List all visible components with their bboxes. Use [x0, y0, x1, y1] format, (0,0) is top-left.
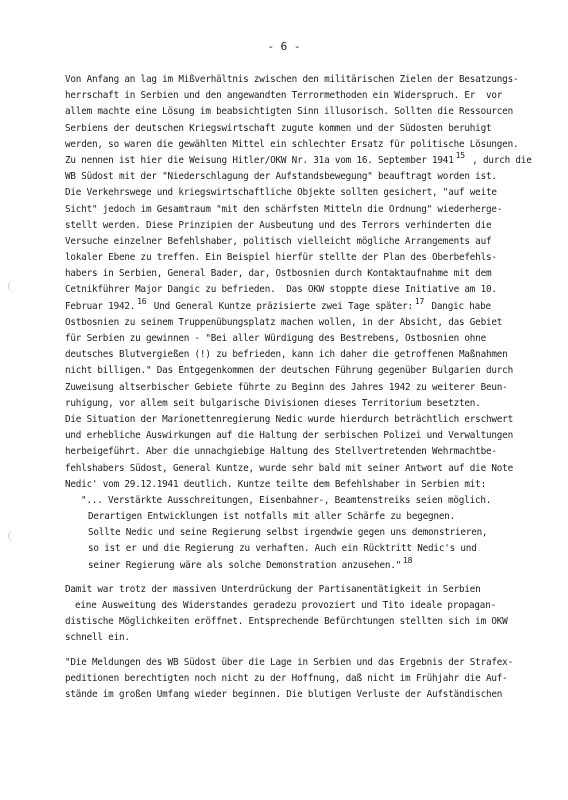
footnote-ref: 16: [137, 296, 147, 306]
text-line: und erhebliche Auswirkungen auf die Haltung der serbischen Polizei und Verwaltungen: [65, 430, 513, 442]
body-text: [65, 72, 530, 703]
text-fragment: Zu nennen ist hier die Weisung Hitler/OKW Nr. 31a vom 16. September 1941: [65, 154, 454, 166]
quote-line: [65, 555, 530, 574]
text-line: Zuweisung altserbischer Gebiete führte zu Beginn des Jahres 1942 zu weiterer Beun-: [65, 381, 508, 393]
text-line: distische Möglichkeiten eröffnet. Entsprechende Befürchtungen stellten sich im OKW: [65, 616, 508, 628]
footnote-ref: 18: [403, 555, 413, 565]
text-line: lokaler Ebene zu treffen. Ein Beispiel hierfür stellte der Plan des Oberbefehls-: [65, 252, 497, 264]
text-line: stände im großen Umfang wieder beginnen. Die blutigen Verluste der Aufständischen: [65, 688, 503, 700]
text-line: Sicht" jedoch im Gesamtraum "mit den schärfsten Mitteln die Ordnung" wiederherge-: [65, 203, 503, 215]
text-line: Die Verkehrswege und kriegswirtschaftliche Objekte sollten gesichert, "auf weite: [65, 187, 497, 199]
text-line: Serbiens der deutschen Kriegswirtschaft zugute kommen und der Südosten beruhigt: [65, 122, 492, 134]
text-fragment: Und General Kuntze präzisierte zwei Tage später:: [148, 300, 413, 312]
text-line: herrschaft in Serbien und den angewandten Terrormethoden ein Widerspruch. Er vor: [65, 90, 503, 102]
text-line: schnell ein.: [65, 632, 130, 644]
text-line: peditionen berechtigten noch nicht zu der Hoffnung, daß nicht im Frühjahr die Auf-: [65, 672, 508, 684]
text-line: Cetnikführer Major Dangic zu befrieden. Das OKW stoppte diese Initiative am 10.: [65, 284, 497, 296]
text-line: WB Südost mit der "Niederschlagung der Aufstandsbewegung" beauftragt worden ist.: [65, 171, 497, 183]
text-line: allem machte eine Lösung im beabsichtigten Sinn illusorisch. Sollten die Ressourcen: [65, 106, 513, 118]
text-line: Damit war trotz der massiven Unterdrückung der Partisanentätigkeit in Serbien: [65, 583, 481, 595]
quote-line: "... Verstärkte Ausschreitungen, Eisenbahner-, Beamtenstreiks seien möglich.: [81, 494, 492, 506]
text-line: herbeigeführt. Aber die unnachgiebige Haltung des Stellvertretenden Wehrmachtbe-: [65, 446, 497, 458]
text-fragment: , durch die: [466, 154, 532, 166]
text-fragment: Dangic habe: [426, 300, 491, 312]
quote-line: Derartigen Entwicklungen ist notfalls mit aller Schärfe zu begegnen.: [88, 511, 456, 523]
text-line: stellt werden. Diese Prinzipien der Ausbeutung und des Terrors verhinderten die: [65, 219, 492, 231]
text-line: ruhigung, vor allem seit bulgarische Divisionen dieses Territorium besetzten.: [65, 397, 481, 409]
footnote-ref: 15: [455, 150, 465, 160]
page-number: - 6 -: [267, 40, 301, 53]
text-line: Die Situation der Marionettenregierung Nedic wurde hierdurch beträchtlich erschwert: [65, 413, 513, 425]
text-line: werden, so waren die gewählten Mittel ein schlechter Ersatz für politische Lösungen.: [65, 138, 519, 150]
text-line: deutsches Blutvergießen (!) zu befrieden, kann ich daher die getroffenen Maßnahmen: [65, 349, 508, 361]
text-line: Von Anfang an lag im Mißverhältnis zwischen den militärischen Zielen der Besatzungs-: [65, 74, 519, 85]
text-line: "Die Meldungen des WB Südost über die Lage in Serbien und das Ergebnis der Strafex-: [65, 656, 513, 668]
text-line: fehlshabers Südost, General Kuntze, wurde sehr bald mit seiner Antwort auf die Note: [65, 462, 513, 474]
text-line: für Serbien zu gewinnen - "Bei aller Würdigung des Bestrebens, Ostbosnien ohne: [65, 333, 486, 344]
binding-hole-mark: [8, 280, 15, 292]
text-line: nicht billigen." Das Entgegenkommen der deutschen Führung gegenüber Bulgarien durch: [65, 365, 513, 377]
text-line: eine Ausweitung des Widerstandes geradezu provoziert und Tito ideale propagan-: [75, 600, 496, 611]
text-line: Versuche einzelner Befehlshaber, politisch vielleicht mögliche Arrangements auf: [65, 235, 492, 247]
text-line: Ostbosnien zu seinem Truppenübungsplatz machen wollen, in der Absicht, das Gebiet: [65, 316, 503, 328]
quote-line: so ist er und die Regierung zu verhaften. Auch ein Rücktritt Nedic's und: [88, 543, 477, 555]
text-line: habers in Serbien, General Bader, dar, Ostbosnien durch Kontaktaufnahme mit dem: [65, 268, 492, 280]
text-line: [65, 150, 532, 169]
text-fragment: Februar 1942.: [65, 300, 136, 312]
quote-line: Sollte Nedic und seine Regierung selbst irgendwie gegen uns demonstrieren,: [88, 527, 488, 539]
text-line: Nedic' vom 29.12.1941 deutlich. Kuntze teilte dem Befehlshaber in Serbien mit:: [65, 478, 486, 490]
text-line: [65, 296, 530, 315]
text-fragment: seiner Regierung wäre als solche Demonstration anzusehen.": [88, 559, 402, 571]
binding-hole-mark: [8, 530, 15, 542]
footnote-ref: 17: [414, 296, 425, 306]
